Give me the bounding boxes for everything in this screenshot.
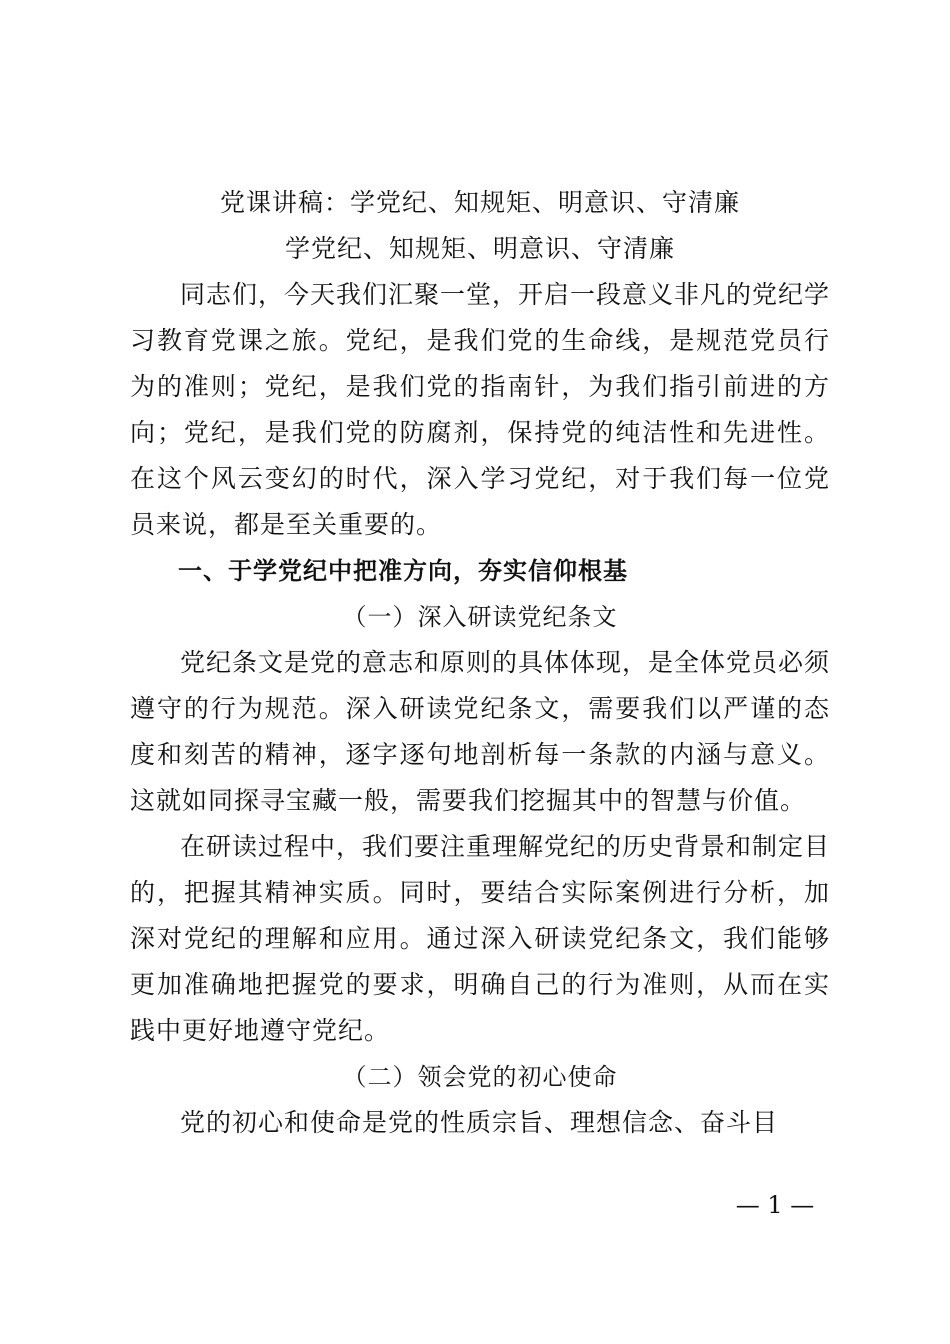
document-subtitle: 学党纪、知规矩、明意识、守清廉 [284, 234, 675, 263]
page-number: — 1 — [735, 1191, 815, 1219]
intro-paragraph: 同志们，今天我们汇聚一堂，开启一段意义非凡的党纪学习教育党课之旅。党纪，是我们党的生命线，是规范党员行为的准则；党纪，是我们党的指南针，为我们指引前进的方向；党纪，是我们党的防腐剂，保持党的纯洁性和先进性。在这个风云变幻的时代，深入学习党纪，对于我们每一位党员来说，都是至关重要的。 [130, 280, 831, 539]
document-title: 党课讲稿：学党纪、知规矩、明意识、守清廉 [219, 188, 740, 217]
subsection-heading-1: （一）深入研读党纪条文 [342, 603, 618, 631]
subsection-heading-2: （二）领会党的初心使命 [342, 1063, 618, 1091]
section-heading-1: 一、于学党纪中把准方向，夯实信仰根基 [178, 557, 628, 585]
document-body [130, 272, 830, 1146]
subsection-2-paragraph-1: 党的初心和使命是党的性质宗旨、理想信念、奋斗目 [180, 1108, 779, 1137]
subsection-1-paragraph-1: 党纪条文是党的意志和原则的具体体现，是全体党员必须遵守的行为规范。深入研读党纪条文，需要我们以严谨的态度和刻苦的精神，逐字逐句地剖析每一条款的内涵与意义。这就如同探寻宝藏一般，需要我们挖掘其中的智慧与价值。 [130, 648, 831, 815]
subsection-1-paragraph-2: 在研读过程中，我们要注重理解党纪的历史背景和制定目的，把握其精神实质。同时，要结合实际案例进行分析，加深对党纪的理解和应用。通过深入研读党纪条文，我们能够更加准确地把握党的要求，明确自己的行为准则，从而在实践中更好地遵守党纪。 [130, 832, 831, 1045]
